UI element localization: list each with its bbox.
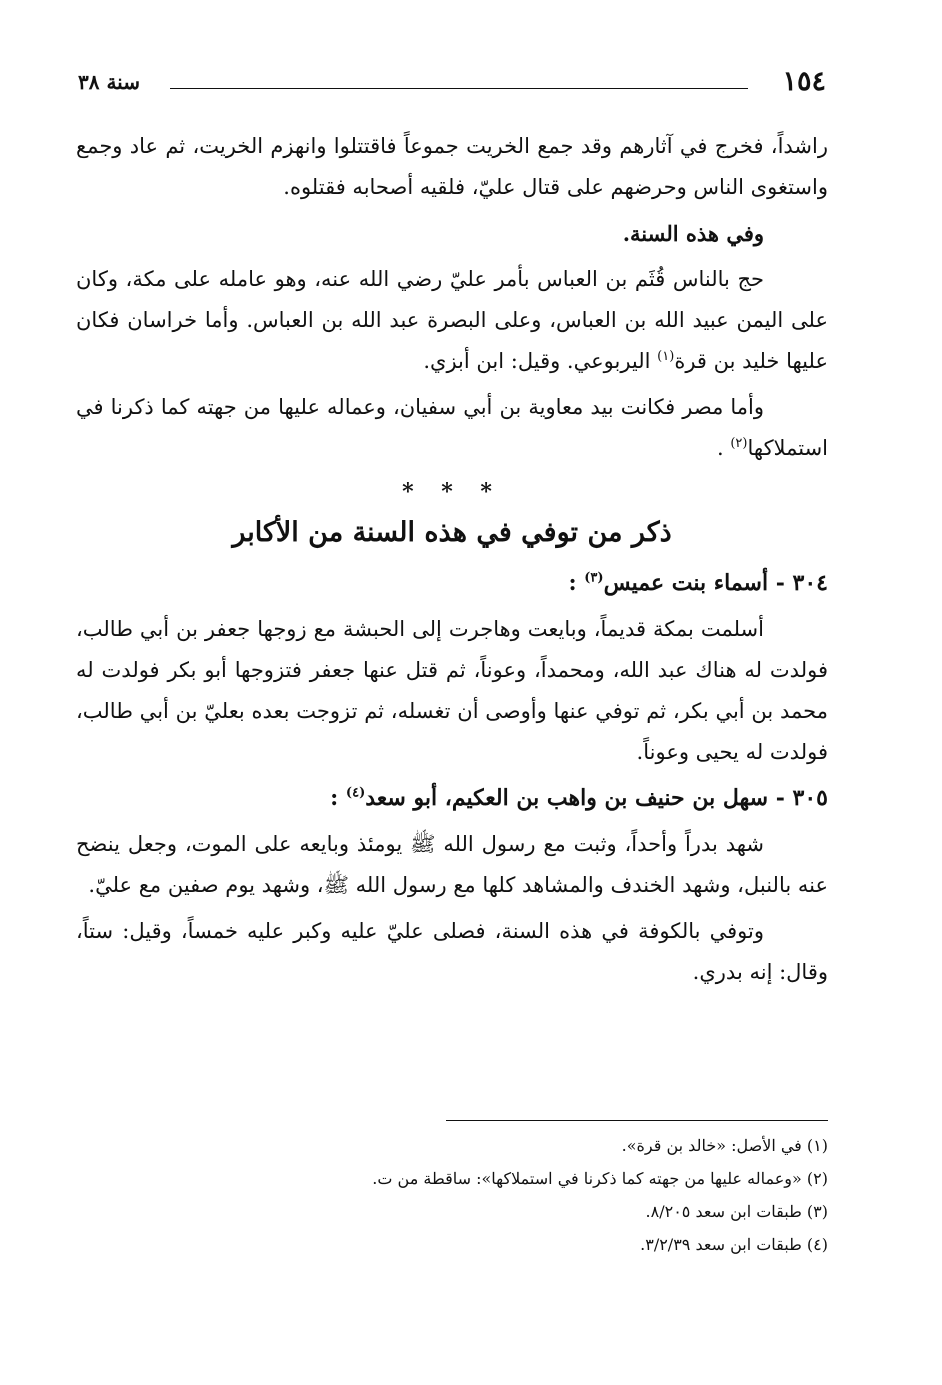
- entry-305-text-1: شهد بدراً وأحداً، وثبت مع رسول الله ﷺ يومئذ وبايعه على الموت، وجعل ينضح عنه بالنبل، وشهد الخندف والمشاهد كلها مع رسول الله ﷺ، وشهد يوم صفين مع عليّ.: [76, 832, 828, 897]
- entry-305-colon: :: [330, 785, 346, 811]
- entry-304-heading: [76, 563, 828, 604]
- footnote-ref-1: (١): [657, 349, 675, 364]
- entry-304-title: ٣٠٤ - أسماء بنت عميس: [603, 570, 828, 596]
- paragraph-2: [76, 259, 828, 382]
- paragraph-2-text: حج بالناس قُثَم بن العباس بأمر عليّ رضي الله عنه، وهو عامله على مكة، وكان على اليمن عبيد الله بن العباس، وعلى البصرة عبد الله بن العباس. وأما خراسان فكان عليها خليد بن قرة: [76, 267, 828, 373]
- paragraph-3: [76, 387, 828, 469]
- page-number: ١٥٤: [782, 66, 826, 97]
- paragraph-3-text: وأما مصر فكانت بيد معاوية بن أبي سفيان، وعماله عليها من جهته كما ذكرنا في استملاكها: [76, 395, 828, 460]
- entry-304-colon: :: [568, 570, 585, 596]
- paragraph-1: راشداً، فخرج في آثارهم وقد جمع الخريت جموعاً فاقتتلوا وانهزم الخريت، ثم عاد وجمع واستغوى الناس وحرضهم على قتال عليّ، فلقيه أصحابه فقتلوه.: [76, 134, 828, 199]
- footnote-2: (٢) «وعماله عليها من جهته كما ذكرنا في استملاكها»: ساقطة من ت.: [372, 1169, 828, 1188]
- paragraph-2-end: اليربوعي. وقيل: ابن أبزي.: [423, 349, 658, 373]
- page-header: [78, 66, 826, 106]
- entry-305-title: ٣٠٥ - سهل بن حنيف بن واهب بن العكيم، أبو سعد: [365, 785, 828, 811]
- entry-305-text-2: وتوفي بالكوفة في هذه السنة، فصلى عليّ عليه وكبر عليه خمساً، وقيل: ستاً، وقال: إنه بدري.: [76, 919, 828, 984]
- running-head-year: سنة ٣٨: [78, 70, 140, 94]
- footnotes: [76, 1120, 828, 1261]
- footnote-ref-2: (٢): [730, 436, 748, 451]
- section-title: ذكر من توفي في هذه السنة من الأكابر: [232, 517, 672, 548]
- subheading: وفي هذه السنة.: [622, 221, 764, 246]
- paragraph-3-end: .: [716, 436, 731, 460]
- entry-304-text: أسلمت بمكة قديماً، وبايعت وهاجرت إلى الحبشة مع زوجها جعفر بن أبي طالب، فولدت له هناك عبد الله، ومحمداً، وعوناً، ثم قتل عنها جعفر فتزوجها أبو بكر فولدت له محمد بن أبي بكر، ثم توفي عنها وأوصى أن تغسله، ثم تزوجت بعده بعليّ بن أبي طالب، فولدت له يحيى وعوناً.: [76, 617, 828, 764]
- footnote-ref-4: (٤): [345, 785, 366, 801]
- main-text: [76, 126, 828, 998]
- section-divider-stars: * * *: [402, 479, 502, 505]
- footnote-4: (٤) طبقات ابن سعد ٣/٢/٣٩.: [640, 1235, 828, 1254]
- footnote-3: (٣) طبقات ابن سعد ٨/٢٠٥.: [645, 1202, 828, 1221]
- footnote-1: (١) في الأصل: «خالد بن قرة».: [621, 1136, 828, 1155]
- header-rule: [170, 88, 748, 89]
- entry-305-heading: [76, 778, 828, 819]
- footnote-rule: [446, 1120, 828, 1121]
- footnote-ref-3: (٣): [584, 570, 604, 586]
